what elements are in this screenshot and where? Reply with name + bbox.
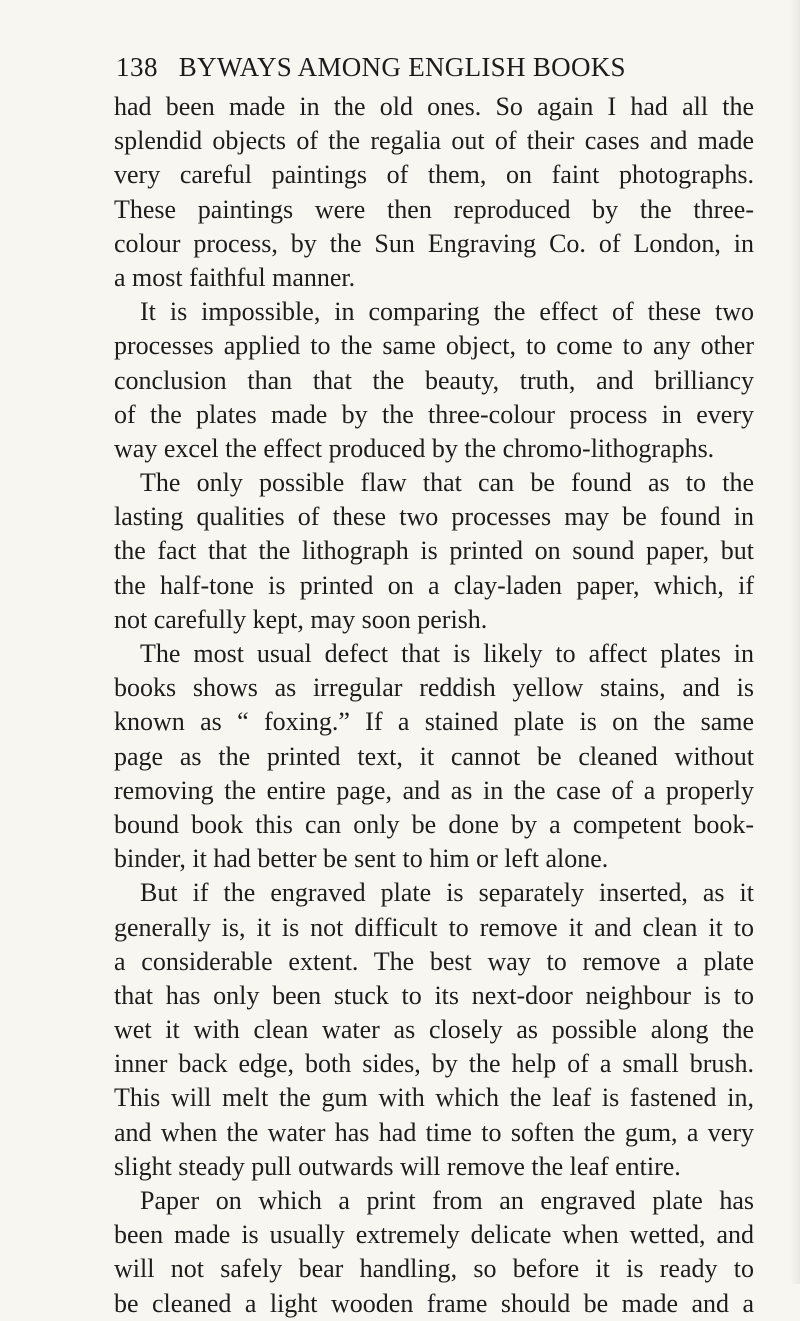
text-line: a considerable extent. The best way to remove a plate	[114, 946, 754, 976]
paragraph-start-line: The most usual defect that is likely to affect plates in	[140, 639, 754, 668]
text-line: that has only been stuck to its next-door neighbour is to	[114, 980, 754, 1010]
text-line: processes applied to the same object, to come to any other	[114, 331, 754, 361]
text-line: a most faithful manner.	[114, 262, 356, 292]
text-line: been made is usually extremely delicate when wetted, and	[114, 1220, 754, 1250]
text-line: inner back edge, both sides, by the help of a small brush.	[114, 1049, 754, 1079]
text-line: of the plates made by the three-colour process in every	[114, 399, 754, 429]
paragraph-start-line: It is impossible, in comparing the effect of these two	[140, 297, 754, 327]
text-line: bound book this can only be done by a competent book-	[114, 809, 754, 839]
text-line: binder, it had better be sent to him or left alone.	[114, 844, 609, 874]
text-line: the half-tone is printed on a clay-laden paper, which, if	[114, 570, 754, 600]
paragraph-start-line: The only possible flaw that can be found as to the	[140, 468, 754, 498]
text-line: page as the printed text, it cannot be cleaned without	[114, 741, 754, 771]
running-title: BYWAYS AMONG ENGLISH BOOKS	[178, 52, 626, 82]
text-line: way excel the effect produced by the chromo-lithographs.	[114, 433, 715, 463]
text-line: conclusion than that the beauty, truth, and brilliancy	[114, 365, 754, 395]
text-line: be cleaned a light wooden frame should be made and a	[114, 1288, 754, 1318]
text-line: slight steady pull outwards will remove the leaf entire.	[114, 1151, 681, 1181]
text-line: These paintings were then reproduced by the three-	[114, 194, 754, 224]
paragraph-start-line: Paper on which a print from an engraved plate has	[140, 1186, 754, 1215]
text-line: removing the entire page, and as in the case of a properly	[114, 775, 754, 805]
text-line: the fact that the lithograph is printed on sound paper, but	[114, 536, 754, 566]
text-line: known as “ foxing.” If a stained plate is on the same	[114, 707, 754, 737]
page-number: 138	[116, 52, 158, 82]
text-line: and when the water has had time to soften the gum, a very	[114, 1117, 754, 1147]
body-text	[114, 90, 754, 1321]
text-line: very careful paintings of them, on faint photographs.	[114, 160, 754, 190]
text-line: splendid objects of the regalia out of their cases and made	[114, 126, 754, 156]
text-line: generally is, it is not difficult to remove it and clean it to	[114, 912, 754, 942]
page-edge-shadow	[790, 0, 800, 1284]
text-line: books shows as irregular reddish yellow stains, and is	[114, 673, 754, 703]
text-line: This will melt the gum with which the leaf is fastened in,	[114, 1083, 754, 1113]
text-line: wet it with clean water as closely as possible along the	[114, 1015, 754, 1045]
text-line: had been made in the old ones. So again I had all the	[114, 92, 754, 121]
text-line: colour process, by the Sun Engraving Co. of London, in	[114, 228, 754, 258]
text-line: not carefully kept, may soon perish.	[114, 604, 488, 634]
running-header	[116, 47, 716, 87]
paragraph-start-line: But if the engraved plate is separately inserted, as it	[140, 878, 754, 908]
text-line: will not safely bear handling, so before it is ready to	[114, 1254, 754, 1284]
text-line: lasting qualities of these two processes may be found in	[114, 502, 754, 532]
